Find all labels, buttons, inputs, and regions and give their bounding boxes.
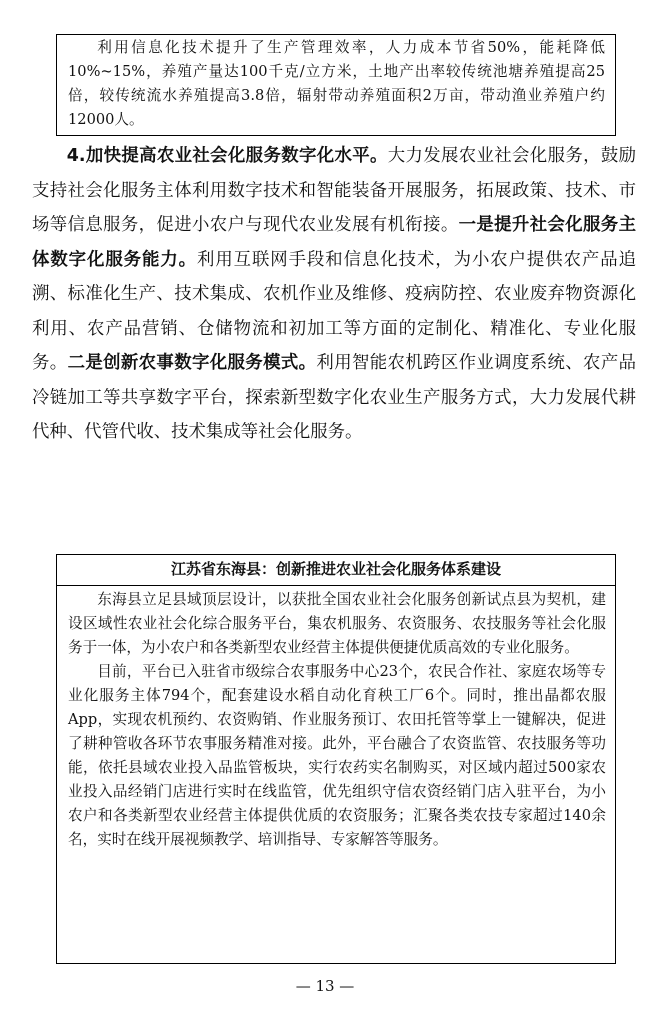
case-box-text: 利用信息化技术提升了生产管理效率，人力成本节省50%，能耗降低10%~15%，养殖产量达100千克/立方米，土地产出率较传统池塘养殖提高25倍，较传统流水养殖提高3.8倍，辐射带动养殖面积2万亩，带动渔业养殖户约12000人。 [68, 39, 605, 128]
case-paragraph-2: 目前，平台已入驻省市级综合农事服务中心23个，农民合作社、家庭农场等专业化服务主体794个，配套建设水稻自动化育秧工厂6个。同时，推出晶都农服App，实现农机预约、农资购销、作业服务预订、农田托管等掌上一键解决，促进了耕种管收各环节农事服务精准对接。此外，平台融合了农资监管、农技服务等功能，依托县域农业投入品监管板块，实行农药实名制购买，对区域内超过500家农业投入品经销门店进行实时在线监管，优先组织守信农资经销门店入驻平台，为小农户和各类新型农业经营主体提供优质的农资服务；汇聚各类农技专家超过140余名，实时在线开展视频教学、培训指导、专家解答等服务。 [68, 663, 606, 848]
section-body [32, 139, 636, 450]
case-paragraph-1: 东海县立足县域顶层设计，以获批全国农业社会化服务创新试点县为契机，建设区域性农业社会化综合服务平台，集农机服务、农资服务、农技服务等社会化服务于一体，为小农户和各类新型农业经营主体提供便捷优质高效的专业化服务。 [68, 591, 606, 656]
section-paragraph [32, 139, 636, 450]
page-number: — 13 — [295, 977, 355, 995]
point-two-text: 利用智能农机跨区作业调度系统、农产品冷链加工等共享数字平台，探索新型数字化农业生产服务方式，大力发展代耕代种、代管代收、技术集成等社会化服务。 [32, 353, 636, 442]
point-two-heading: 二是创新农事数字化服务模式。 [67, 353, 317, 373]
case-box-donghai [56, 554, 616, 964]
section-heading: 4.加快提高农业社会化服务数字化水平。 [66, 146, 388, 166]
case-box-title: 江苏省东海县：创新推进农业社会化服务体系建设 [57, 555, 615, 586]
point-one-heading: 一是提升社会化服务主体数字化服务能力。 [32, 215, 636, 270]
point-one-text: 利用互联网手段和信息化技术，为小农户提供农产品追溯、标准化生产、技术集成、农机作业及维修、疫病防控、农业废弃物资源化利用、农产品营销、仓储物流和初加工等方面的定制化、精准化、专业化服务。 [32, 249, 636, 373]
case-box-body [68, 586, 606, 852]
case-box-continued [56, 34, 616, 136]
section-intro: 大力发展农业社会化服务，鼓励支持社会化服务主体利用数字技术和智能装备开展服务，拓展政策、技术、市场等信息服务，促进小农户与现代农业发展有机衔接。 [32, 146, 636, 235]
